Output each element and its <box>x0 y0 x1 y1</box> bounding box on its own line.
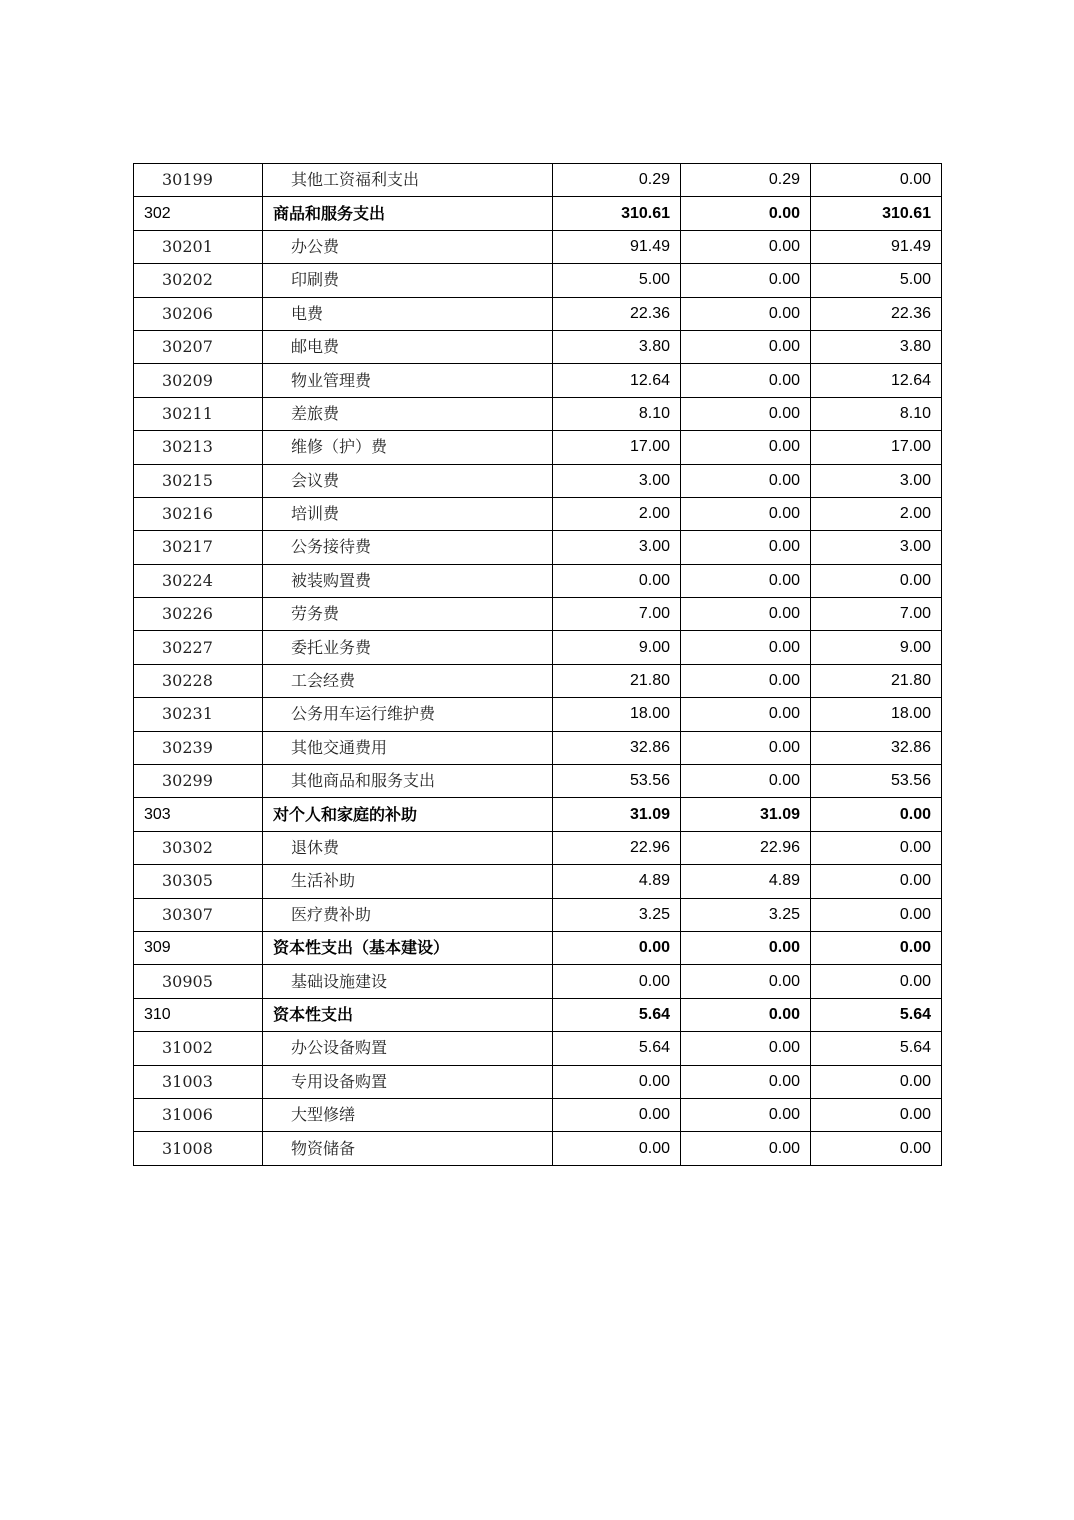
basic-expenditure-cell: 0.00 <box>681 1132 811 1165</box>
subject-code-cell: 310 <box>134 998 263 1031</box>
subject-code-cell: 30209 <box>134 364 263 397</box>
project-expenditure-cell: 0.00 <box>811 898 942 931</box>
category-row <box>134 197 942 230</box>
project-expenditure-cell: 9.00 <box>811 631 942 664</box>
basic-expenditure-cell: 0.00 <box>681 631 811 664</box>
subject-name-cell: 邮电费 <box>263 330 553 363</box>
project-expenditure-cell: 0.00 <box>811 865 942 898</box>
project-expenditure-cell: 3.00 <box>811 464 942 497</box>
table-row <box>134 865 942 898</box>
subject-code-cell: 30199 <box>134 164 263 197</box>
project-expenditure-cell: 0.00 <box>811 1132 942 1165</box>
subject-code-cell: 309 <box>134 931 263 964</box>
table-row <box>134 731 942 764</box>
subject-code-cell: 30213 <box>134 431 263 464</box>
subject-name-cell: 被装购置费 <box>263 564 553 597</box>
basic-expenditure-cell: 0.00 <box>681 297 811 330</box>
subject-name-cell: 维修（护）费 <box>263 431 553 464</box>
basic-expenditure-cell: 0.00 <box>681 598 811 631</box>
subject-code-cell: 30224 <box>134 564 263 597</box>
project-expenditure-cell: 0.00 <box>811 798 942 831</box>
subject-code-cell: 30201 <box>134 230 263 263</box>
total-amount-cell: 12.64 <box>553 364 681 397</box>
subject-code-cell: 31006 <box>134 1098 263 1131</box>
basic-expenditure-cell: 0.00 <box>681 431 811 464</box>
project-expenditure-cell: 7.00 <box>811 598 942 631</box>
subject-name-cell: 劳务费 <box>263 598 553 631</box>
table-row <box>134 297 942 330</box>
table-row <box>134 531 942 564</box>
total-amount-cell: 0.00 <box>553 1098 681 1131</box>
subject-name-cell: 生活补助 <box>263 865 553 898</box>
subject-name-cell: 基础设施建设 <box>263 965 553 998</box>
subject-name-cell: 公务用车运行维护费 <box>263 698 553 731</box>
basic-expenditure-cell: 3.25 <box>681 898 811 931</box>
basic-expenditure-cell: 22.96 <box>681 831 811 864</box>
basic-expenditure-cell: 0.00 <box>681 364 811 397</box>
table-row <box>134 631 942 664</box>
basic-expenditure-cell: 0.00 <box>681 230 811 263</box>
basic-expenditure-cell: 0.00 <box>681 731 811 764</box>
subject-code-cell: 30239 <box>134 731 263 764</box>
table-row <box>134 330 942 363</box>
project-expenditure-cell: 0.00 <box>811 1065 942 1098</box>
table-row <box>134 1132 942 1165</box>
subject-name-cell: 对个人和家庭的补助 <box>263 798 553 831</box>
project-expenditure-cell: 0.00 <box>811 831 942 864</box>
table-row <box>134 364 942 397</box>
table-row <box>134 1032 942 1065</box>
table-row <box>134 264 942 297</box>
table-row <box>134 698 942 731</box>
total-amount-cell: 0.29 <box>553 164 681 197</box>
table-row <box>134 564 942 597</box>
table-row <box>134 164 942 197</box>
total-amount-cell: 0.00 <box>553 931 681 964</box>
project-expenditure-cell: 0.00 <box>811 564 942 597</box>
table-row <box>134 397 942 430</box>
subject-name-cell: 委托业务费 <box>263 631 553 664</box>
subject-name-cell: 资本性支出 <box>263 998 553 1031</box>
total-amount-cell: 5.00 <box>553 264 681 297</box>
subject-name-cell: 物资储备 <box>263 1132 553 1165</box>
subject-name-cell: 其他工资福利支出 <box>263 164 553 197</box>
subject-code-cell: 30226 <box>134 598 263 631</box>
project-expenditure-cell: 0.00 <box>811 1098 942 1131</box>
project-expenditure-cell: 3.00 <box>811 531 942 564</box>
subject-code-cell: 303 <box>134 798 263 831</box>
project-expenditure-cell: 5.00 <box>811 264 942 297</box>
basic-expenditure-cell: 0.00 <box>681 531 811 564</box>
basic-expenditure-cell: 0.00 <box>681 497 811 530</box>
project-expenditure-cell: 310.61 <box>811 197 942 230</box>
subject-code-cell: 30206 <box>134 297 263 330</box>
table-row <box>134 664 942 697</box>
subject-name-cell: 差旅费 <box>263 397 553 430</box>
total-amount-cell: 22.96 <box>553 831 681 864</box>
project-expenditure-cell: 0.00 <box>811 164 942 197</box>
total-amount-cell: 22.36 <box>553 297 681 330</box>
table-row <box>134 831 942 864</box>
basic-expenditure-cell: 0.00 <box>681 998 811 1031</box>
basic-expenditure-cell: 0.00 <box>681 197 811 230</box>
table-row <box>134 431 942 464</box>
project-expenditure-cell: 32.86 <box>811 731 942 764</box>
subject-code-cell: 30302 <box>134 831 263 864</box>
subject-code-cell: 31003 <box>134 1065 263 1098</box>
basic-expenditure-cell: 0.00 <box>681 1032 811 1065</box>
subject-code-cell: 30216 <box>134 497 263 530</box>
total-amount-cell: 7.00 <box>553 598 681 631</box>
subject-code-cell: 30227 <box>134 631 263 664</box>
subject-code-cell: 30217 <box>134 531 263 564</box>
table-row <box>134 1098 942 1131</box>
table-row <box>134 965 942 998</box>
total-amount-cell: 0.00 <box>553 564 681 597</box>
basic-expenditure-cell: 0.00 <box>681 1065 811 1098</box>
project-expenditure-cell: 2.00 <box>811 497 942 530</box>
basic-expenditure-cell: 0.00 <box>681 397 811 430</box>
subject-name-cell: 电费 <box>263 297 553 330</box>
subject-name-cell: 工会经费 <box>263 664 553 697</box>
subject-name-cell: 其他交通费用 <box>263 731 553 764</box>
total-amount-cell: 0.00 <box>553 1132 681 1165</box>
project-expenditure-cell: 17.00 <box>811 431 942 464</box>
subject-name-cell: 医疗费补助 <box>263 898 553 931</box>
project-expenditure-cell: 12.64 <box>811 364 942 397</box>
total-amount-cell: 3.25 <box>553 898 681 931</box>
project-expenditure-cell: 0.00 <box>811 931 942 964</box>
total-amount-cell: 2.00 <box>553 497 681 530</box>
subject-code-cell: 30307 <box>134 898 263 931</box>
project-expenditure-cell: 53.56 <box>811 765 942 798</box>
budget-table <box>133 163 942 1166</box>
basic-expenditure-cell: 0.00 <box>681 664 811 697</box>
table-row <box>134 898 942 931</box>
table-row <box>134 765 942 798</box>
total-amount-cell: 53.56 <box>553 765 681 798</box>
total-amount-cell: 21.80 <box>553 664 681 697</box>
subject-name-cell: 大型修缮 <box>263 1098 553 1131</box>
project-expenditure-cell: 21.80 <box>811 664 942 697</box>
total-amount-cell: 31.09 <box>553 798 681 831</box>
basic-expenditure-cell: 0.00 <box>681 698 811 731</box>
subject-code-cell: 31002 <box>134 1032 263 1065</box>
project-expenditure-cell: 5.64 <box>811 998 942 1031</box>
total-amount-cell: 17.00 <box>553 431 681 464</box>
total-amount-cell: 91.49 <box>553 230 681 263</box>
total-amount-cell: 18.00 <box>553 698 681 731</box>
subject-name-cell: 退休费 <box>263 831 553 864</box>
total-amount-cell: 3.00 <box>553 531 681 564</box>
basic-expenditure-cell: 0.00 <box>681 264 811 297</box>
subject-name-cell: 物业管理费 <box>263 364 553 397</box>
total-amount-cell: 32.86 <box>553 731 681 764</box>
table-row <box>134 464 942 497</box>
total-amount-cell: 5.64 <box>553 1032 681 1065</box>
subject-name-cell: 公务接待费 <box>263 531 553 564</box>
subject-name-cell: 办公费 <box>263 230 553 263</box>
subject-name-cell: 商品和服务支出 <box>263 197 553 230</box>
subject-name-cell: 会议费 <box>263 464 553 497</box>
basic-expenditure-cell: 0.29 <box>681 164 811 197</box>
subject-code-cell: 30305 <box>134 865 263 898</box>
subject-name-cell: 资本性支出（基本建设） <box>263 931 553 964</box>
project-expenditure-cell: 3.80 <box>811 330 942 363</box>
total-amount-cell: 8.10 <box>553 397 681 430</box>
subject-code-cell: 30905 <box>134 965 263 998</box>
category-row <box>134 798 942 831</box>
total-amount-cell: 3.00 <box>553 464 681 497</box>
total-amount-cell: 9.00 <box>553 631 681 664</box>
basic-expenditure-cell: 0.00 <box>681 765 811 798</box>
project-expenditure-cell: 5.64 <box>811 1032 942 1065</box>
basic-expenditure-cell: 0.00 <box>681 330 811 363</box>
subject-name-cell: 办公设备购置 <box>263 1032 553 1065</box>
project-expenditure-cell: 18.00 <box>811 698 942 731</box>
category-row <box>134 931 942 964</box>
table-row <box>134 497 942 530</box>
total-amount-cell: 0.00 <box>553 965 681 998</box>
table-body <box>134 164 942 1166</box>
subject-name-cell: 专用设备购置 <box>263 1065 553 1098</box>
subject-name-cell: 其他商品和服务支出 <box>263 765 553 798</box>
subject-code-cell: 30231 <box>134 698 263 731</box>
basic-expenditure-cell: 0.00 <box>681 464 811 497</box>
project-expenditure-cell: 91.49 <box>811 230 942 263</box>
subject-code-cell: 30215 <box>134 464 263 497</box>
total-amount-cell: 5.64 <box>553 998 681 1031</box>
category-row <box>134 998 942 1031</box>
table-row <box>134 230 942 263</box>
basic-expenditure-cell: 31.09 <box>681 798 811 831</box>
subject-code-cell: 30228 <box>134 664 263 697</box>
subject-code-cell: 31008 <box>134 1132 263 1165</box>
subject-code-cell: 30202 <box>134 264 263 297</box>
total-amount-cell: 310.61 <box>553 197 681 230</box>
basic-expenditure-cell: 0.00 <box>681 1098 811 1131</box>
basic-expenditure-cell: 0.00 <box>681 931 811 964</box>
basic-expenditure-cell: 0.00 <box>681 564 811 597</box>
total-amount-cell: 3.80 <box>553 330 681 363</box>
subject-code-cell: 30207 <box>134 330 263 363</box>
subject-code-cell: 30299 <box>134 765 263 798</box>
subject-code-cell: 30211 <box>134 397 263 430</box>
basic-expenditure-cell: 4.89 <box>681 865 811 898</box>
total-amount-cell: 0.00 <box>553 1065 681 1098</box>
table-row <box>134 598 942 631</box>
subject-name-cell: 印刷费 <box>263 264 553 297</box>
table-row <box>134 1065 942 1098</box>
project-expenditure-cell: 22.36 <box>811 297 942 330</box>
project-expenditure-cell: 8.10 <box>811 397 942 430</box>
project-expenditure-cell: 0.00 <box>811 965 942 998</box>
subject-code-cell: 302 <box>134 197 263 230</box>
subject-name-cell: 培训费 <box>263 497 553 530</box>
total-amount-cell: 4.89 <box>553 865 681 898</box>
basic-expenditure-cell: 0.00 <box>681 965 811 998</box>
